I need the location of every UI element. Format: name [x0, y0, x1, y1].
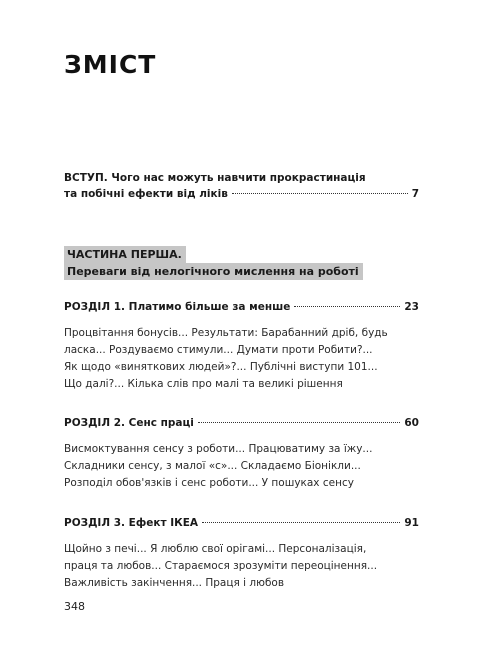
chapter-3-page: 91	[404, 517, 419, 529]
toc-entry-intro-title-line2: та побічні ефекти від ліків	[64, 188, 228, 200]
summary-line: Як щодо «виняткових людей»?... Публічні виступи 101...	[64, 361, 378, 373]
part-one-label: ЧАСТИНА ПЕРША.	[64, 246, 186, 263]
chapter-2-summary	[64, 441, 424, 492]
chapter-2-page: 60	[404, 417, 419, 429]
summary-line: Розподіл обов'язків і сенс роботи... У пошуках сенсу	[64, 477, 354, 489]
toc-entry-intro	[64, 170, 419, 202]
summary-line: Щойно з печі... Я люблю свої орігамі... Персоналізація,	[64, 543, 367, 555]
chapter-2-title: РОЗДІЛ 2. Сенс праці	[64, 417, 194, 429]
toc-entry-chapter-2	[64, 415, 419, 431]
toc-entry-chapter-3	[64, 515, 419, 531]
summary-line: Висмоктування сенсу з роботи... Працюватиму за їжу...	[64, 443, 373, 455]
summary-line: Що далі?... Кілька слів про малі та великі рішення	[64, 378, 343, 390]
chapter-1-page: 23	[404, 301, 419, 313]
page-title: ЗМІСТ	[64, 50, 157, 79]
toc-entry-intro-title-line1: ВСТУП. Чого нас можуть навчити прокрастинація	[64, 172, 366, 184]
part-one-title: Переваги від нелогічного мислення на роботі	[64, 263, 363, 280]
summary-line: Складники сенсу, з малої «с»... Складаємо Біонікли...	[64, 460, 361, 472]
chapter-3-summary	[64, 541, 424, 592]
dot-leader	[232, 193, 408, 194]
summary-line: Важливість закінчення... Праця і любов	[64, 577, 285, 589]
chapter-3-title: РОЗДІЛ 3. Ефект ІКЕА	[64, 517, 199, 529]
toc-entry-intro-page: 7	[411, 188, 419, 200]
summary-line: ласка... Роздуваємо стимули... Думати проти Робити?...	[64, 344, 373, 356]
summary-line: праця та любов... Стараємося зрозуміти переоцінення...	[64, 560, 378, 572]
toc-entry-chapter-1	[64, 299, 419, 315]
chapter-1-summary	[64, 325, 424, 393]
dot-leader	[294, 306, 400, 307]
chapter-1-title: РОЗДІЛ 1. Платимо більше за менше	[64, 301, 291, 313]
dot-leader	[198, 422, 401, 423]
part-one-heading	[64, 243, 363, 277]
dot-leader	[202, 522, 400, 523]
page-number: 348	[64, 600, 85, 613]
summary-line: Процвітання бонусів... Результати: Барабанний дріб, будь	[64, 327, 388, 339]
